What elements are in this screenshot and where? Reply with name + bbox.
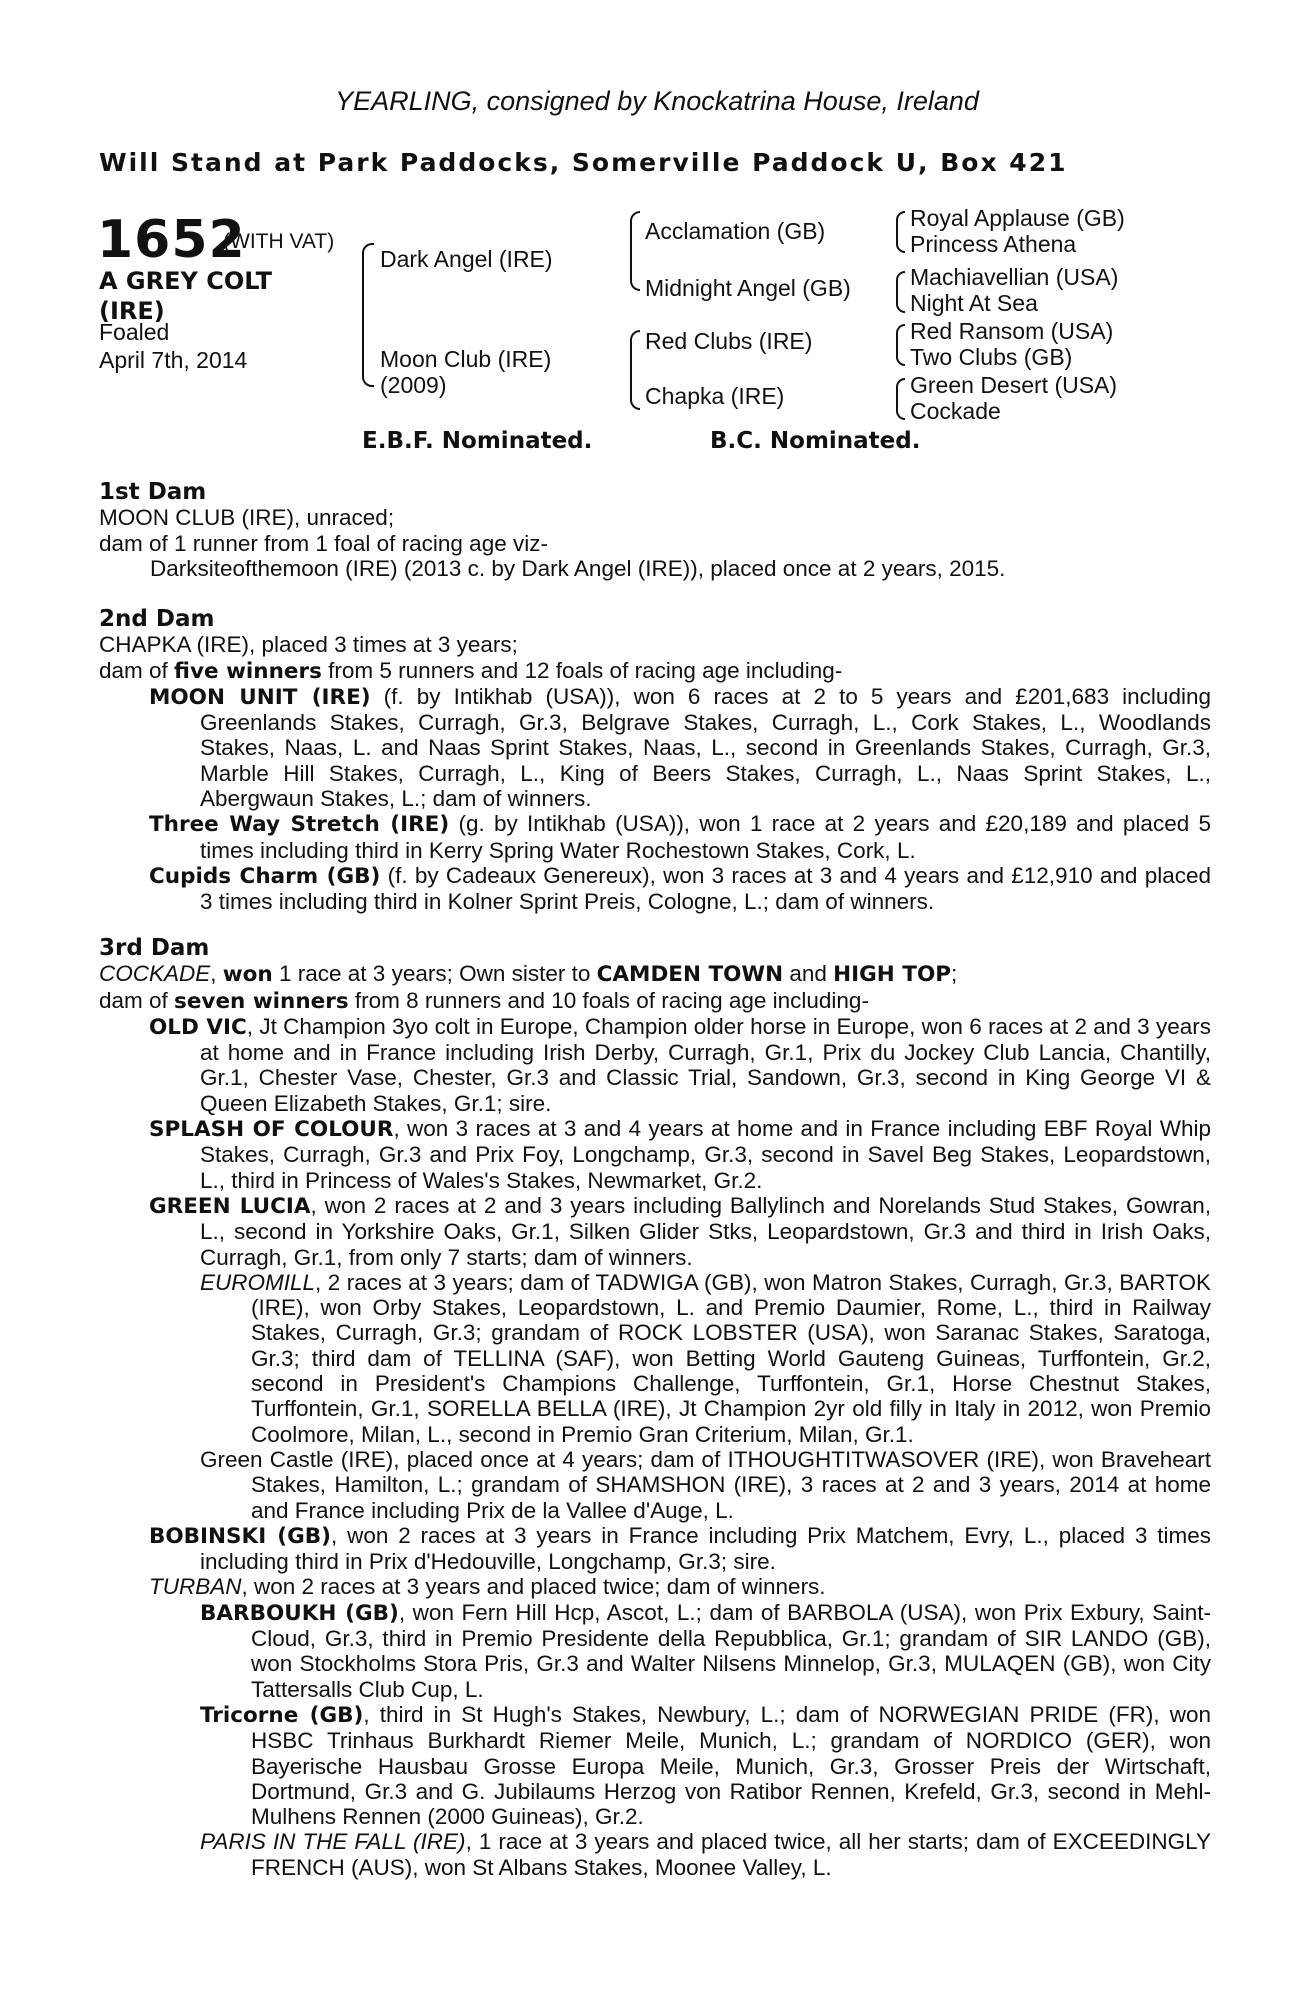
three-way-stretch-entry: Three Way Stretch (IRE) (g. by Intikhab (USA)), won 1 race at 2 years and £20,189 and placed 5 times including third in Kerry Spring Water Rochestown Stakes, Cork, L. [149, 811, 1211, 863]
first-dam-line1: MOON CLUB (IRE), unraced; [99, 505, 395, 531]
lot-title-line1: A GREY COLT [99, 267, 272, 295]
pedigree-g8: Cockade [910, 398, 1001, 424]
pedigree-dam: Moon Club (IRE) [380, 346, 552, 372]
pedigree-g7: Green Desert (USA) [910, 372, 1118, 398]
third-dam-heading: 3rd Dam [99, 935, 210, 961]
pedigree-g6: Two Clubs (GB) [910, 344, 1073, 370]
three-way-stretch-name: Three Way Stretch (IRE) [149, 812, 450, 838]
pedigree-g4: Night At Sea [910, 290, 1038, 316]
pedigree-g3: Machiavellian (USA) [910, 264, 1119, 290]
green-lucia-entry: GREEN LUCIA, won 2 races at 2 and 3 years including Ballylinch and Norelands Stud Stakes, Gowran, L., second in Yorkshire Oaks, Gr.1, Silken Glider Stks, Leopardstown, Gr.3 and third in Irish Oaks, Curragh, Gr.1, from only 7 starts; dam of winners. [149, 1192, 1211, 1270]
pedigree-dam-sire: Red Clubs (IRE) [645, 328, 813, 354]
bc-nominated: B.C. Nominated. [710, 428, 921, 454]
pedigree-g5: Red Ransom (USA) [910, 318, 1114, 344]
vat-label: (WITH VAT) [223, 230, 335, 253]
foaled-info [99, 318, 247, 374]
cupids-charm-entry: Cupids Charm (GB) (f. by Cadeaux Genereux), won 3 races at 3 and 4 years and £12,910 and placed 3 times including third in Kolner Sprint Preis, Cologne, L.; dam of winners. [149, 862, 1211, 915]
tricorne-entry: Tricorne (GB), third in St Hugh's Stakes, Newbury, L.; dam of NORWEGIAN PRIDE (FR), won HSBC Trinhaus Burkhardt Riemer Meile, Munich, L.; grandam of NORDICO (GER), won Bayerische Hausbau Grosse Europa Meile, Munich, Gr.3, Grosser Preis der Wirtschaft, Dortmund, Gr.3 and G. Jubilaums Herzog von Ratibor Rennen, Krefeld, Gr.3, second in Mehl-Mulhens Rennen (2000 Guineas), Gr.2. [200, 1701, 1211, 1830]
cupids-charm-name: Cupids Charm (GB) [149, 863, 381, 889]
paris-in-the-fall-entry: PARIS IN THE FALL (IRE), 1 race at 3 years and placed twice, all her starts; dam of EXCEEDINGLY FRENCH (AUS), won St Albans Stakes, Moonee Valley, L. [200, 1829, 1211, 1880]
consignment-line: YEARLING, consigned by Knockatrina House, Ireland [335, 86, 979, 116]
foaled-label: Foaled [99, 319, 170, 345]
first-dam-heading: 1st Dam [99, 479, 207, 505]
lot-number: 1652 [97, 210, 246, 270]
third-dam-line2: dam of seven winners from 8 runners and 10 foals of racing age including- [99, 987, 869, 1014]
pedigree-dam-year: (2009) [380, 372, 447, 398]
first-dam-line3: Darksiteofthemoon (IRE) (2013 c. by Dark Angel (IRE)), placed once at 2 years, 2015. [150, 555, 1006, 581]
foaled-date: April 7th, 2014 [99, 347, 248, 373]
moon-unit-name: MOON UNIT (IRE) [149, 684, 371, 710]
pedigree-g1: Royal Applause (GB) [910, 205, 1125, 231]
stand-location: Will Stand at Park Paddocks, Somerville Paddock U, Box 421 [99, 148, 1068, 177]
pedigree-sire-sire: Acclamation (GB) [645, 218, 826, 244]
second-dam-line1: CHAPKA (IRE), placed 3 times at 3 years; [99, 632, 518, 658]
first-dam-section [99, 480, 1211, 581]
lot-title-line2: (IRE) [99, 297, 165, 325]
turban-entry: TURBAN, won 2 races at 3 years and placed twice; dam of winners. [149, 1574, 826, 1600]
old-vic-entry: OLD VIC, Jt Champion 3yo colt in Europe, Champion older horse in Europe, won 6 races at 2 and 3 years at home and in France including Irish Derby, Curragh, Gr.1, Prix du Jockey Club Lancia, Chantilly, Gr.1, Chester Vase, Chester, Gr.3 and Classic Trial, Sandown, Gr.3, second in King George VI & Queen Elizabeth Stakes, Gr.1; sire. [149, 1013, 1211, 1116]
pedigree-g2: Princess Athena [910, 231, 1077, 257]
pedigree-brace-dam [630, 330, 640, 410]
bobinski-entry: BOBINSKI (GB), won 2 races at 3 years in France including Prix Matchem, Evry, L., placed 3 times including third in Prix d'Hedouville, Longchamp, Gr.3; sire. [149, 1522, 1211, 1575]
second-dam-section [99, 607, 1211, 915]
pedigree-brace-g1 [896, 211, 905, 253]
third-dam-line1: COCKADE, won 1 race at 3 years; Own sister to CAMDEN TOWN and HIGH TOP; [99, 961, 958, 988]
barboukh-entry: BARBOUKH (GB), won Fern Hill Hcp, Ascot, L.; dam of BARBOLA (USA), won Prix Exbury, Saint-Cloud, Gr.3, third in Premio Presidente della Repubblica, Gr.1; grandam of SIR LANDO (GB), won Stockholms Stora Pris, Gr.3 and Walter Nilsens Minnelop, Gr.3, MULAQEN (GB), won City Tattersalls Club Cup, L. [200, 1599, 1212, 1702]
second-dam-line2: dam of five winners from 5 runners and 12 foals of racing age including- [99, 657, 843, 684]
pedigree-dam-dam: Chapka (IRE) [645, 383, 785, 409]
pedigree-brace-g3 [896, 324, 905, 366]
splash-of-colour-entry: SPLASH OF COLOUR, won 3 races at 3 and 4 years at home and in France including EBF Royal Whip Stakes, Curragh, Gr.3 and Prix Foy, Longchamp, Gr.3, second in Savel Beg Stakes, Leopardstown, L., third in Princess of Wales's Stakes, Newmarket, Gr.2. [149, 1116, 1211, 1193]
ebf-nominated: E.B.F. Nominated. [362, 428, 593, 454]
pedigree-brace-parents [362, 243, 374, 387]
pedigree-sire-dam: Midnight Angel (GB) [645, 275, 851, 301]
green-castle-entry: Green Castle (IRE), placed once at 4 years; dam of ITHOUGHTITWASOVER (IRE), won Braveheart Stakes, Hamilton, L.; grandam of SHAMSHON (IRE), 3 races at 2 and 3 years, 2014 at home and France including Prix de la Vallee d'Auge, L. [200, 1446, 1211, 1523]
pedigree-brace-g2 [896, 271, 905, 313]
euromill-entry: EUROMILL, 2 races at 3 years; dam of TADWIGA (GB), won Matron Stakes, Curragh, Gr.3, BARTOK (IRE), won Orby Stakes, Leopardstown, L. and Premio Daumier, Rome, L., third in Railway Stakes, Curragh, Gr.3; grandam of ROCK LOBSTER (USA), won Saranac Stakes, Saratoga, Gr.3; third dam of TELLINA (SAF), won Betting World Gauteng Guineas, Turffontein, Gr.2, second in President's Champions Challenge, Turffontein, Gr.1, Horse Chestnut Stakes, Turffontein, Gr.1, SORELLA BELLA (IRE), Jt Champion 2yr old filly in Italy in 2012, won Premio Coolmore, Milan, L., second in Premio Gran Criterium, Milan, Gr.1. [200, 1269, 1211, 1447]
second-dam-heading: 2nd Dam [99, 606, 215, 632]
pedigree-brace-g4 [896, 378, 905, 420]
third-dam-section [99, 936, 1211, 1880]
pedigree-brace-sire [630, 211, 640, 291]
first-dam-line2: dam of 1 runner from 1 foal of racing age viz- [99, 530, 548, 556]
pedigree-sire: Dark Angel (IRE) [380, 246, 553, 272]
lot-title [99, 266, 272, 326]
moon-unit-entry: MOON UNIT (IRE) (f. by Intikhab (USA)), won 6 races at 2 to 5 years and £201,683 including Greenlands Stakes, Curragh, Gr.3, Belgrave Stakes, Curragh, L., Cork Stakes, L., Woodlands Stakes, Naas, L. and Naas Sprint Stakes, Naas, L., second in Greenlands Stakes, Curragh, Gr.3, Marble Hill Stakes, Curragh, L., King of Beers Stakes, Curragh, L., Naas Sprint Stakes, L., Abergwaun Stakes, L.; dam of winners. [149, 683, 1211, 812]
